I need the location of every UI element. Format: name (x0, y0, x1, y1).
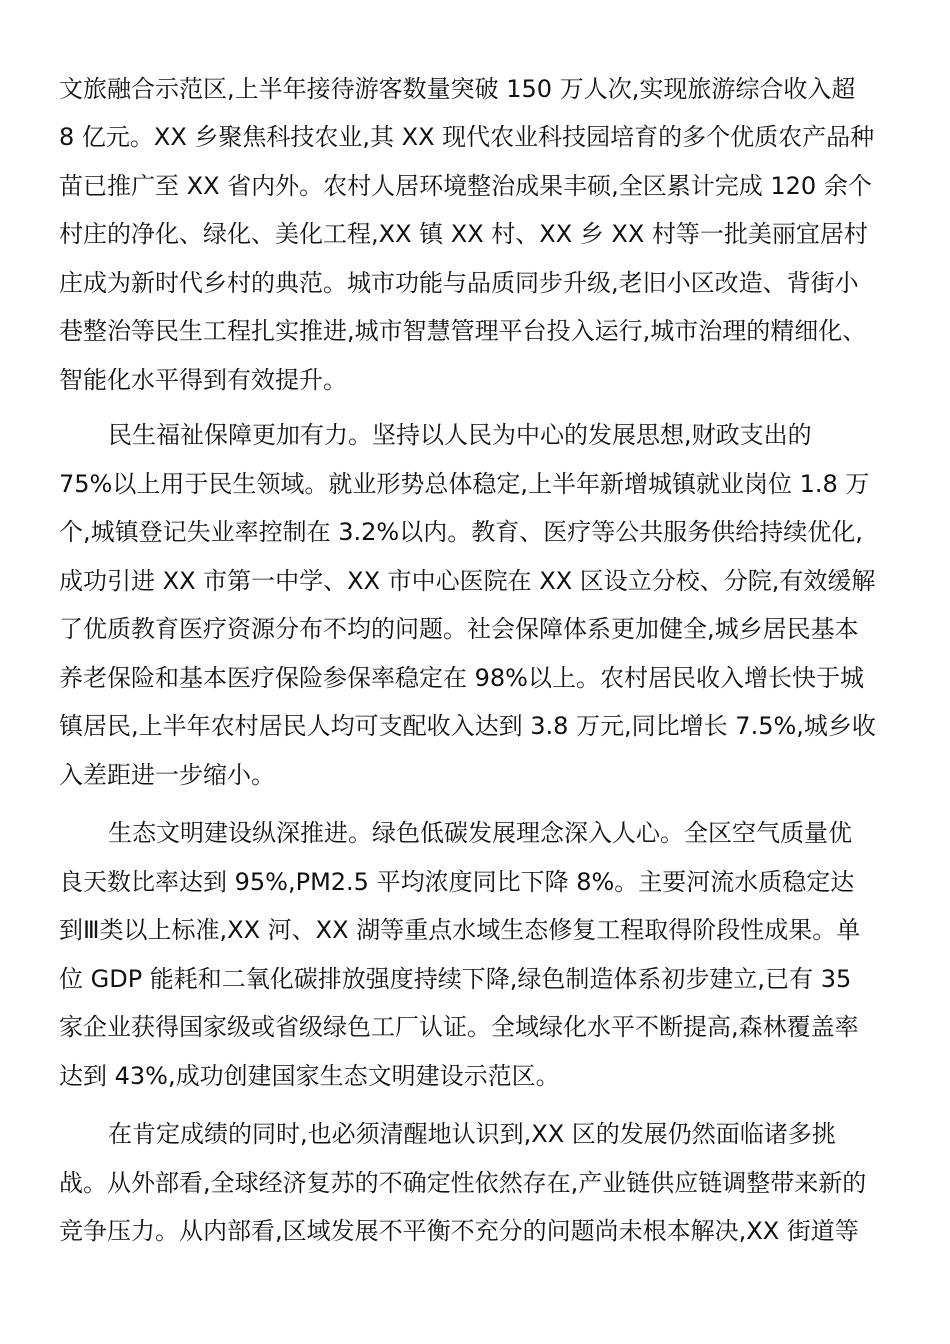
text-line: 战。从外部看,全球经济复苏的不确定性依然存在,产业链供应链调整带来新的 (59, 1169, 867, 1197)
text-line: 位 GDP 能耗和二氧化碳排放强度持续下降,绿色制造体系初步建立,已有 35 (59, 965, 852, 993)
text-line: 个,城镇登记失业率控制在 3.2%以内。教育、医疗等公共服务供给持续优化, (59, 518, 863, 546)
text-line: 庄成为新时代乡村的典范。城市功能与品质同步升级,老旧小区改造、背街小 (59, 269, 859, 297)
text-line: 智能化水平得到有效提升。 (59, 366, 347, 394)
text-line: 8 亿元。XX 乡聚焦科技农业,其 XX 现代农业科技园培育的多个优质农产品种 (59, 123, 875, 151)
text-line: 成功引进 XX 市第一中学、XX 市中心医院在 XX 区设立分校、分院,有效缓解 (59, 567, 876, 595)
text-line: 巷整治等民生工程扎实推进,城市智慧管理平台投入运行,城市治理的精细化、 (59, 317, 867, 345)
text-line: 良天数比率达到 95%,PM2.5 平均浓度同比下降 8%。主要河流水质稳定达 (59, 868, 855, 896)
text-line: 达到 43%,成功创建国家生态文明建设示范区。 (59, 1062, 560, 1090)
paragraph-first-line: 生态文明建设纵深推进。绿色低碳发展理念深入人心。全区空气质量优 (108, 819, 852, 847)
text-line: 养老保险和基本医疗保险参保率稳定在 98%以上。农村居民收入增长快于城 (59, 664, 864, 692)
text-line: 镇居民,上半年农村居民人均可支配收入达到 3.8 万元,同比增长 7.5%,城乡收 (59, 712, 876, 740)
text-line: 入差距进一步缩小。 (59, 761, 275, 789)
text-line: 75%以上用于民生领域。就业形势总体稳定,上半年新增城镇就业岗位 1.8 万 (59, 470, 870, 498)
text-line: 家企业获得国家级或省级绿色工厂认证。全域绿化水平不断提高,森林覆盖率 (59, 1013, 859, 1041)
paragraph-first-line: 在肯定成绩的同时,也必须清醒地认识到,XX 区的发展仍然面临诸多挑 (108, 1120, 836, 1148)
text-line: 竞争压力。从内部看,区域发展不平衡不充分的问题尚未根本解决,XX 街道等 (59, 1217, 859, 1245)
text-line: 了优质教育医疗资源分布不均的问题。社会保障体系更加健全,城乡居民基本 (59, 615, 859, 643)
text-line: 村庄的净化、绿化、美化工程,XX 镇 XX 村、XX 乡 XX 村等一批美丽宜居村 (59, 220, 868, 248)
text-line: 文旅融合示范区,上半年接待游客数量突破 150 万人次,实现旅游综合收入超 (59, 75, 856, 103)
text-line: 到Ⅲ类以上标准,XX 河、XX 湖等重点水域生态修复工程取得阶段性成果。单 (59, 916, 861, 944)
text-line: 苗已推广至 XX 省内外。农村人居环境整治成果丰硕,全区累计完成 120 余个 (59, 172, 872, 200)
paragraph-first-line: 民生福祉保障更加有力。坚持以人民为中心的发展思想,财政支出的 (108, 421, 812, 449)
